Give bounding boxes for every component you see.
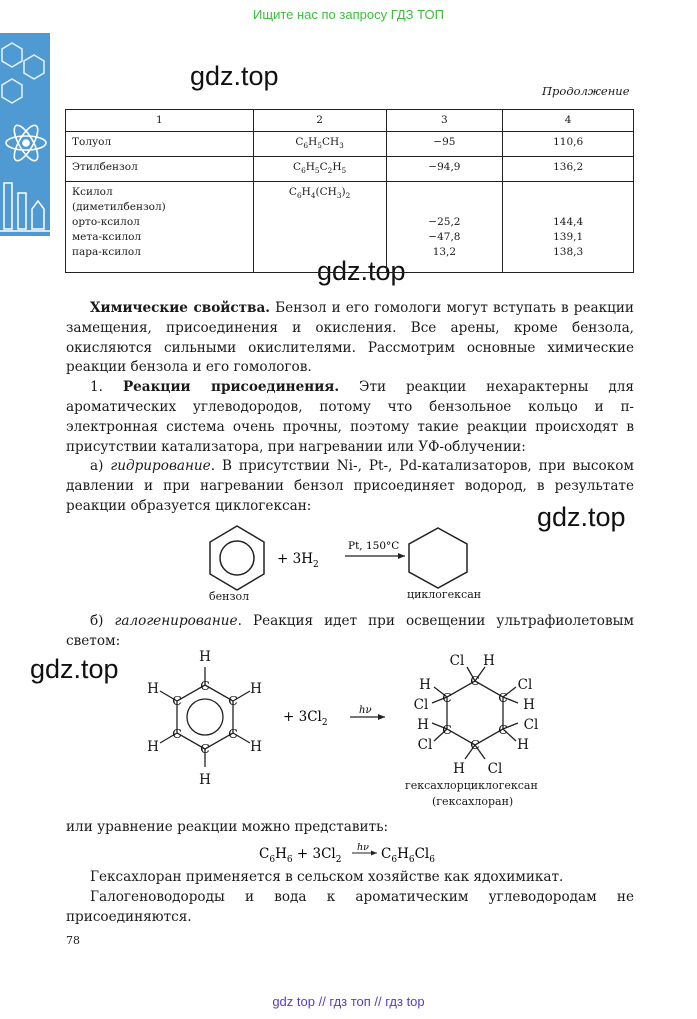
header-cell: 1: [66, 110, 254, 132]
value-cell: 136,2: [503, 157, 634, 182]
value-cell: 144,4: [553, 216, 584, 229]
header-cell: 2: [253, 110, 386, 132]
value-cell: −95: [386, 132, 503, 157]
table-row: [66, 182, 634, 273]
benzene-label: бензол: [209, 590, 250, 603]
svg-text:H: H: [250, 681, 262, 697]
svg-text:C: C: [498, 690, 508, 705]
reagent-h2: + $3H_2$: [277, 551, 319, 570]
header-cell: 3: [386, 110, 503, 132]
svg-text:H: H: [483, 653, 495, 669]
cyclohexane-structure: [409, 528, 467, 588]
section-title: Реакции присоединения.: [122, 379, 340, 396]
isomer-name: мета-ксилол: [72, 231, 142, 244]
isomer-name: орто-ксилол: [72, 216, 140, 229]
continuation-label: Продолжение: [542, 84, 630, 98]
watermark: gdz.top: [537, 502, 626, 532]
svg-text:C: C: [442, 690, 452, 705]
svg-text:C: C: [228, 726, 238, 741]
equation-left: $C_6H_6 + 3Cl_2$: [259, 846, 342, 865]
paragraph-hydrogenation: [66, 457, 634, 516]
svg-text:H: H: [453, 761, 465, 777]
value-cell: 13,2: [432, 246, 457, 259]
svg-text:H: H: [417, 717, 429, 733]
compound-name: Ксилол: [72, 186, 113, 199]
svg-text:H: H: [199, 649, 211, 665]
svg-text:C: C: [442, 722, 452, 737]
item-number: 1.: [90, 379, 123, 396]
value-cell: 138,3: [553, 246, 584, 259]
watermark: gdz.top: [190, 61, 279, 91]
header-cell: 4: [503, 110, 634, 132]
compound-formula: $C_6H_4(CH_3)_2$: [253, 182, 386, 273]
value-cell: 139,1: [553, 231, 584, 244]
svg-text:C: C: [498, 722, 508, 737]
svg-text:C: C: [470, 737, 480, 752]
compound-alt-name: (диметилбензол): [72, 201, 166, 214]
arrow-head-icon: [378, 714, 385, 720]
arrow-head-icon: [371, 851, 377, 856]
svg-text:H: H: [523, 697, 535, 713]
benzene-structure: [210, 526, 264, 590]
hexachlorocyclohexane-label: гексахлорциклогексан: [405, 779, 538, 792]
svg-text:H: H: [419, 677, 431, 693]
svg-text:C: C: [200, 678, 210, 693]
value-cell: −25,2: [428, 216, 461, 229]
equation-condition: hν: [357, 842, 369, 853]
reagent-cl2: + $3Cl_2$: [283, 709, 328, 728]
halogenation-reaction-diagram: [138, 645, 558, 787]
top-banner[interactable]: Ищите нас по запросу ГДЗ ТОП: [253, 7, 444, 22]
boiling-points-table: [65, 109, 634, 273]
isomer-name: пара-ксилол: [72, 246, 141, 259]
table-row: [66, 132, 634, 157]
svg-text:C: C: [470, 673, 480, 688]
paragraph-chemical-properties: [66, 299, 634, 378]
svg-text:Cl: Cl: [417, 737, 433, 753]
watermark: gdz.top: [30, 654, 119, 684]
chemistry-decor-panel: [0, 33, 50, 236]
value-cell: 110,6: [503, 132, 634, 157]
term: гидрирование: [110, 458, 211, 475]
paragraph-hexachloran-use: Гексахлоран применяется в сельском хозяйстве как ядохимикат.: [90, 869, 564, 885]
svg-text:H: H: [199, 772, 211, 787]
section-title: Химические свойства.: [90, 300, 271, 316]
footer-links[interactable]: gdz top // гдз топ // гдз top: [272, 994, 425, 1009]
svg-text:Cl: Cl: [413, 697, 429, 713]
item-letter: а): [90, 458, 111, 475]
table-header-row: [66, 110, 634, 132]
svg-text:C: C: [172, 726, 182, 741]
paragraph-text: . Реакция идет при освещении ультрафиолетовым светом:: [66, 613, 634, 649]
compound-formula: $C_6H_5C_2H_5$: [253, 157, 386, 182]
table-row: [66, 157, 634, 182]
value-cell: −94,9: [386, 157, 503, 182]
hexachloran-label: (гексахлоран): [432, 795, 514, 808]
svg-text:H: H: [517, 737, 529, 753]
compound-name: Толуол: [66, 132, 254, 157]
equation-right: $C_6H_6Cl_6$: [381, 846, 435, 865]
value-cell-group: [503, 182, 634, 273]
compound-formula: $C_6H_5CH_3$: [253, 132, 386, 157]
arrow-head-icon: [398, 553, 405, 559]
benzene-structural-formula: [147, 649, 262, 787]
reaction-condition: Pt, 150°C: [348, 540, 400, 552]
text-block-addition: [66, 299, 634, 517]
svg-text:C: C: [228, 693, 238, 708]
value-cell-group: [386, 182, 503, 273]
cyclohexane-label: циклогексан: [407, 588, 482, 601]
paragraph-addition: [66, 378, 634, 457]
paragraph-text: Бензол и его гомологи могут вступать в реакции замещения, присоединения и окисления. Все арены, кроме бензола, окисляются сильными окислителями. Рассмотрим основные химические реакции бензола и его гомологов.: [66, 300, 634, 376]
svg-text:C: C: [200, 741, 210, 756]
uv-condition: hν: [359, 705, 372, 716]
text-block-final: [66, 868, 634, 927]
watermark: gdz.top: [317, 256, 406, 286]
svg-text:Cl: Cl: [517, 677, 533, 693]
svg-text:H: H: [147, 739, 159, 755]
term: галогенирование: [114, 613, 238, 629]
svg-text:C: C: [172, 693, 182, 708]
item-letter: б): [90, 613, 115, 629]
equation-intro: или уравнение реакции можно представить:: [66, 819, 389, 835]
paragraph-text: Эти реакции нехарактерны для ароматических углеводородов, потому что бензольное кольцо и π- электронная система очень прочны, поэтому такие реакции происходят в присутствии катализатора, при нагревании или УФ-облучении:: [66, 379, 635, 455]
paragraph-text: . В присутствии Ni-, Pt-, Pd-катализаторов, при высоком давлении и при нагревании бензол присоединяет водород, в результате реакции образуется циклогексан:: [66, 458, 634, 514]
compound-name: Этилбензол: [66, 157, 254, 182]
hexachlorocyclohexane-structure: [414, 653, 539, 777]
svg-text:Cl: Cl: [449, 653, 465, 669]
value-cell: −47,8: [428, 231, 461, 244]
linear-equation: [255, 838, 455, 868]
svg-text:H: H: [250, 739, 262, 755]
svg-text:Cl: Cl: [523, 717, 539, 733]
compound-name-cell: [66, 182, 254, 273]
svg-text:Cl: Cl: [487, 761, 503, 777]
page-number: 78: [66, 934, 80, 947]
svg-text:H: H: [147, 681, 159, 697]
paragraph-no-addition: Галогеноводороды и вода к ароматическим углеводородам не присоединяются.: [66, 888, 634, 925]
